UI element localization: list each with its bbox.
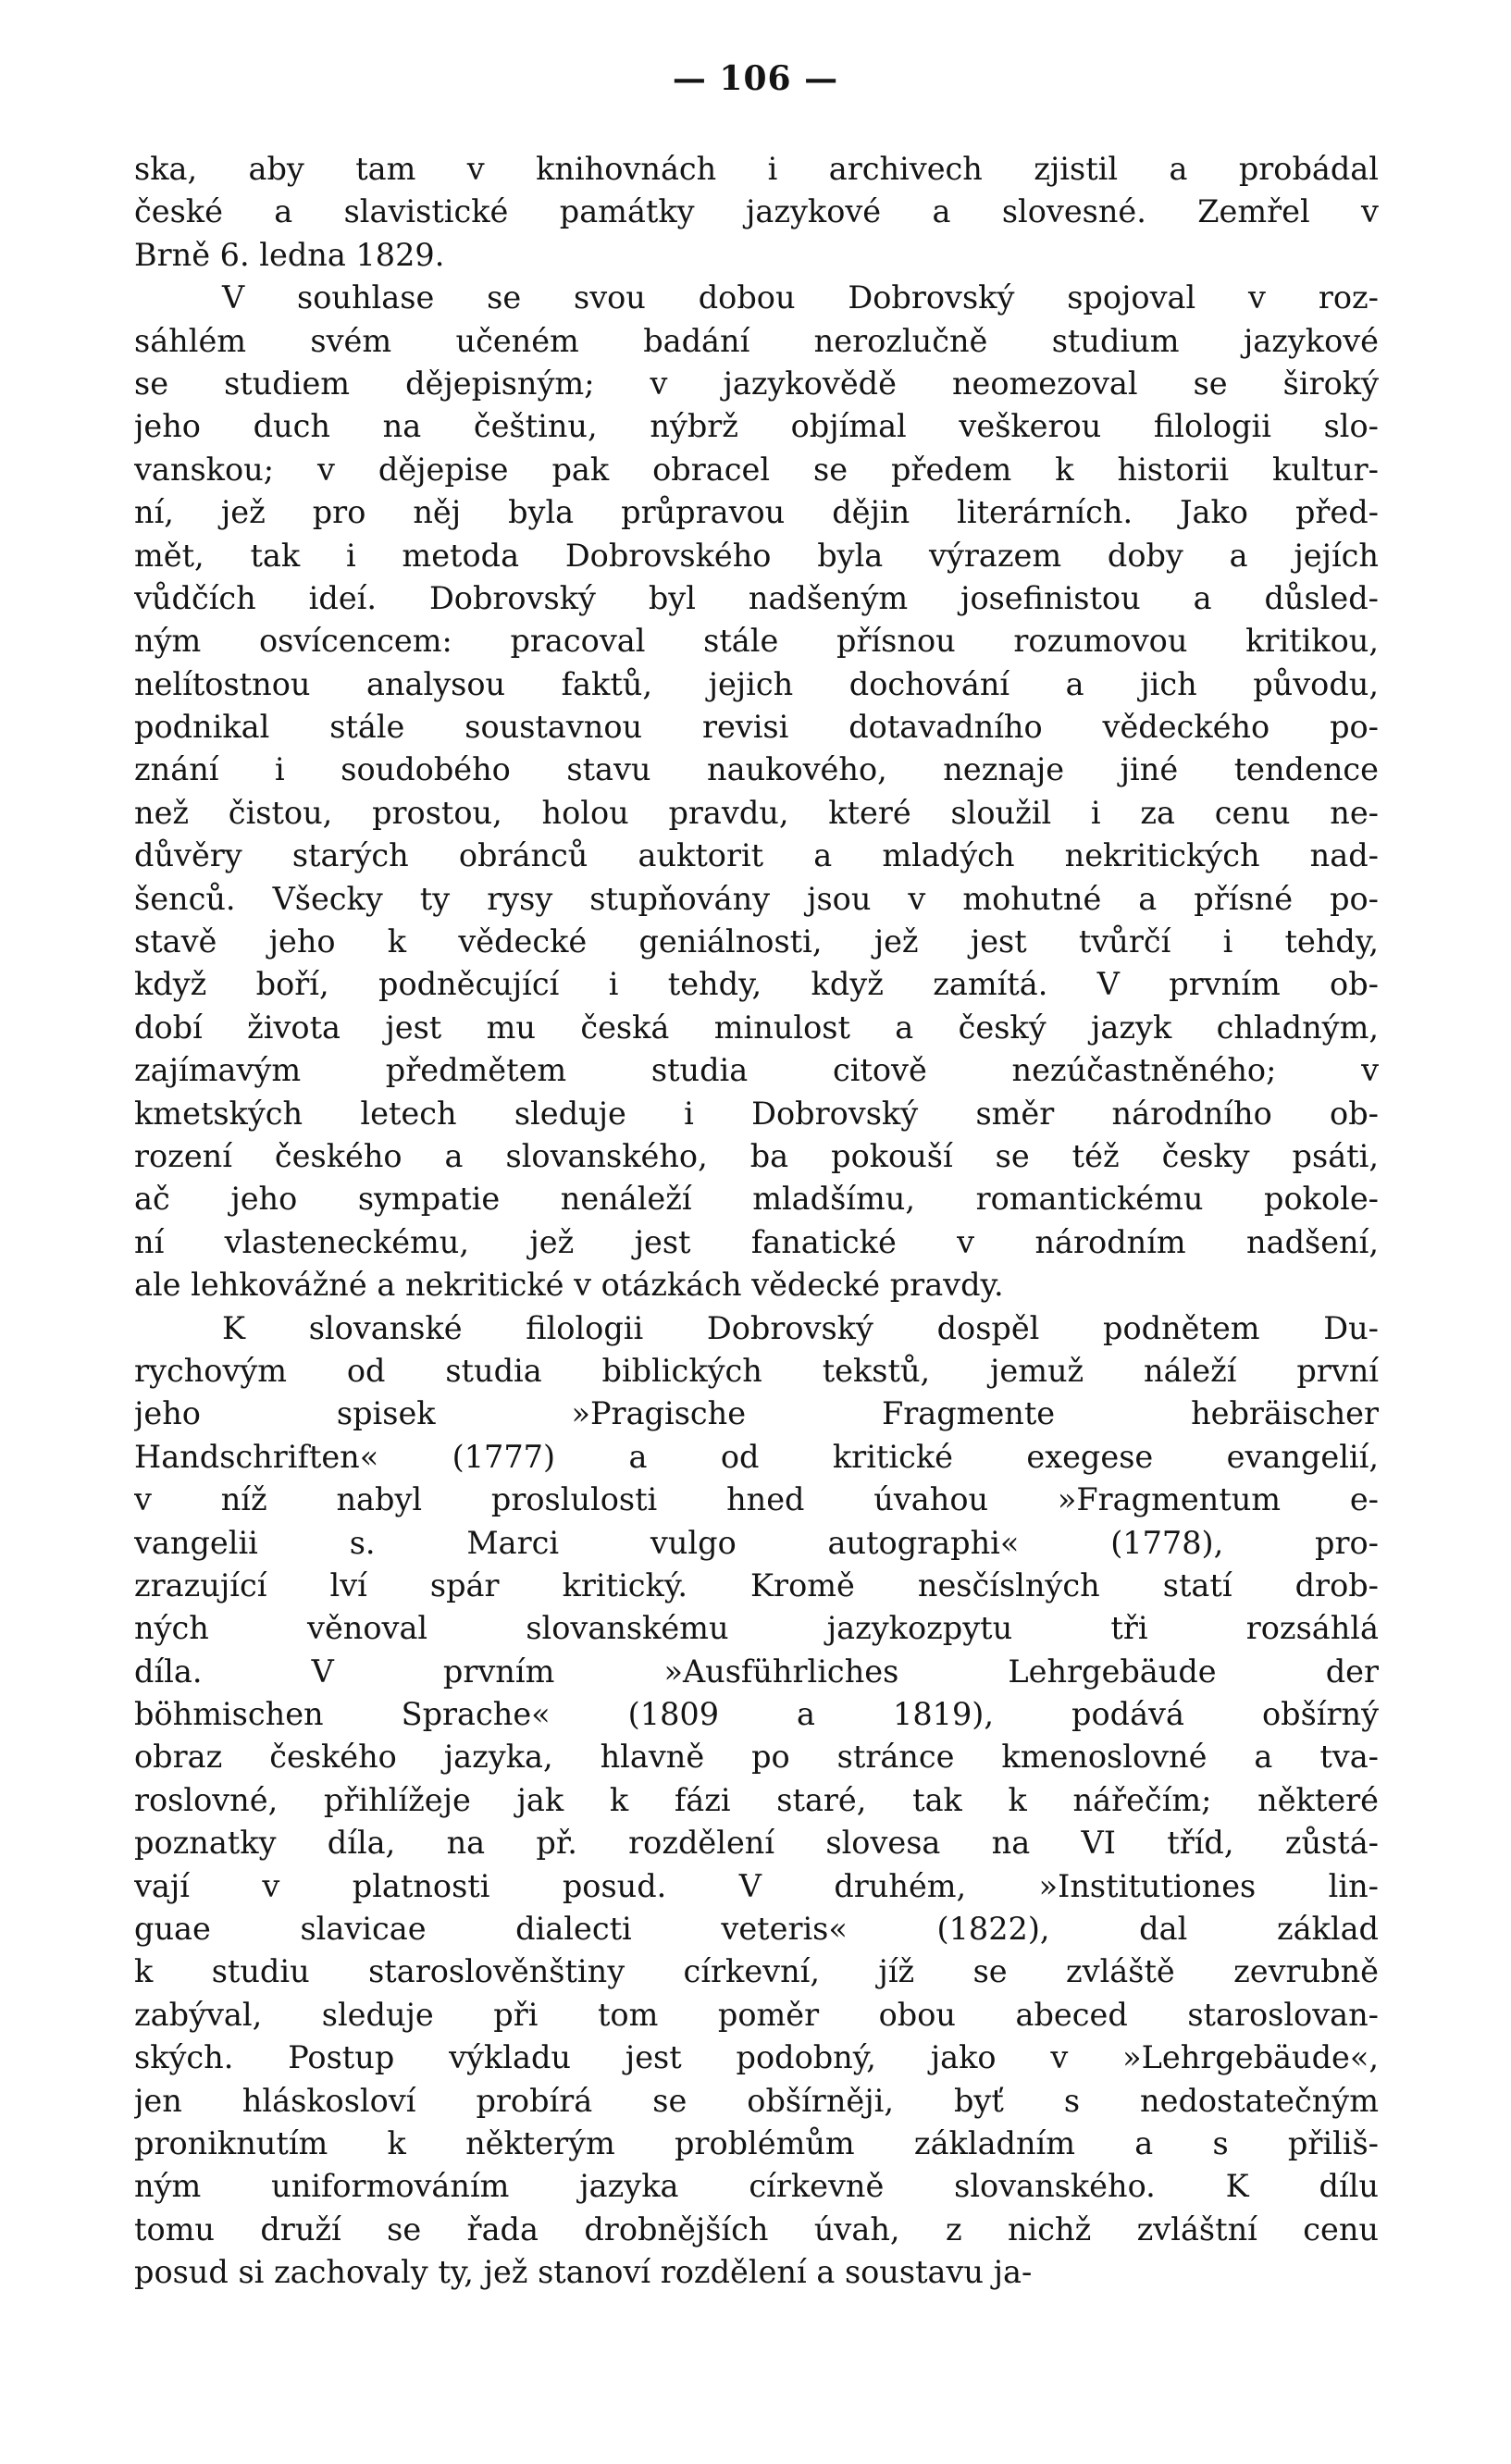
text-line: proniknutím k některým problémům základním a s přiliš- [134,2124,1379,2161]
text-line: posud si zachovaly ty, jež stanoví rozdělení a soustavu ja- [134,2254,1033,2291]
text-line: ska, aby tam v knihovnách i archivech zjistil a probádal [134,151,1379,187]
text-line: podnikal stále soustavnou revisi dotavadního vědeckého po- [134,709,1379,746]
text-line: se studiem dějepisným; v jazykovědě neomezoval se široký [134,365,1379,402]
text-line: ní vlasteneckému, jež jest fanatické v národním nadšení, [134,1223,1379,1260]
text-line: rození českého a slovanského, ba pokouší se též česky psáti, [134,1137,1379,1174]
text-line: stavě jeho k vědecké geniálnosti, jež jest tvůrčí i tehdy, [134,923,1379,960]
text-line: v níž nabyl proslulosti hned úvahou »Fragmentum e- [134,1481,1379,1518]
text-line: ale lehkovážné a nekritické v otázkách vědecké pravdy. [134,1267,1004,1304]
text-line: poznatky díla, na př. rozdělení slovesa na VI tříd, zůstá- [134,1825,1379,1862]
text-line: dobí života jest mu česká minulost a český jazyk chladným, [134,1009,1379,1046]
text-line: když boří, podněcující i tehdy, když zamítá. V prvním ob- [134,966,1379,1003]
text-line: ač jeho sympatie nenáleží mladšímu, romantickému pokole- [134,1181,1379,1218]
paragraph [134,148,1379,277]
text-line: mět, tak i metoda Dobrovského byla výrazem doby a jejích [134,537,1379,574]
text-line: obraz českého jazyka, hlavně po stránce kmenoslovné a tva- [134,1739,1379,1776]
paragraph [134,277,1379,1306]
text-line: díla. V prvním »Ausführliches Lehrgebäude der [134,1653,1379,1690]
text-line: jen hláskosloví probírá se obšírněji, byť s nedostatečným [134,2082,1379,2119]
text-line: než čistou, prostou, holou pravdu, které sloužil i za cenu ne- [134,794,1379,831]
text-line: české a slavistické památky jazykové a slovesné. Zemřel v [134,193,1379,230]
text-line: Handschriften« (1777) a od kritické exegese evangelií, [134,1438,1379,1475]
page-number: — 106 — [672,59,839,98]
text-line: rychovým od studia biblických tekstů, jemuž náleží první [134,1352,1379,1389]
text-line: nelítostnou analysou faktů, jejich dochování a jich původu, [134,665,1379,702]
text-line: K slovanské filologii Dobrovský dospěl podnětem Du- [222,1309,1379,1346]
text-line: zajímavým předmětem studia citově nezúčastněného; v [134,1052,1379,1089]
body-text [134,148,1379,2295]
text-line: vají v platnosti posud. V druhém, »Institutiones lin- [134,1867,1379,1904]
text-line: roslovné, přihlížeje jak k fázi staré, tak k nářečím; některé [134,1781,1379,1818]
text-line: ských. Postup výkladu jest podobný, jako v »Lehrgebäude«, [134,2039,1379,2076]
text-line: ným uniformováním jazyka církevně slovanského. K dílu [134,2168,1379,2205]
text-line: Brně 6. ledna 1829. [134,236,445,273]
text-line: vůdčích ideí. Dobrovský byl nadšeným josefinistou a důsled- [134,579,1379,616]
text-line: vangelii s. Marci vulgo autographi« (1778), pro- [134,1524,1379,1561]
text-line: zabýval, sleduje při tom poměr obou abeced staroslovan- [134,1996,1379,2033]
text-line: znání i soudobého stavu naukového, neznaje jiné tendence [134,751,1379,788]
text-line: böhmischen Sprache« (1809 a 1819), podává obšírný [134,1696,1379,1733]
text-line: tomu druží se řada drobnějších úvah, z nichž zvláštní cenu [134,2210,1379,2247]
text-line: guae slavicae dialecti veteris« (1822), dal základ [134,1911,1379,1948]
text-line: ní, jež pro něj byla průpravou dějin literárních. Jako před- [134,494,1379,531]
text-line: ným osvícencem: pracoval stále přísnou rozumovou kritikou, [134,623,1379,660]
text-line: zrazující lví spár kritický. Kromě nesčíslných statí drob- [134,1566,1379,1603]
paragraph [134,1307,1379,2295]
text-line: k studiu staroslověnštiny církevní, jíž se zvláště zevrubně [134,1953,1379,1990]
text-line: jeho duch na češtinu, nýbrž objímal veškerou filologii slo- [134,408,1379,445]
text-line: sáhlém svém učeném badání nerozlučně studium jazykové [134,322,1379,359]
text-line: šenců. Všecky ty rysy stupňovány jsou v mohutné a přísné po- [134,880,1379,917]
text-line: jeho spisek »Pragische Fragmente hebräischer [134,1395,1379,1432]
text-line: V souhlase se svou dobou Dobrovský spojoval v roz- [222,279,1379,316]
text-line: ných věnoval slovanskému jazykozpytu tři rozsáhlá [134,1610,1379,1647]
text-line: důvěry starých obránců auktorit a mladých nekritických nad- [134,837,1379,874]
text-line: kmetských letech sleduje i Dobrovský směr národního ob- [134,1095,1379,1132]
text-line: vanskou; v dějepise pak obracel se předem k historii kultur- [134,451,1379,488]
